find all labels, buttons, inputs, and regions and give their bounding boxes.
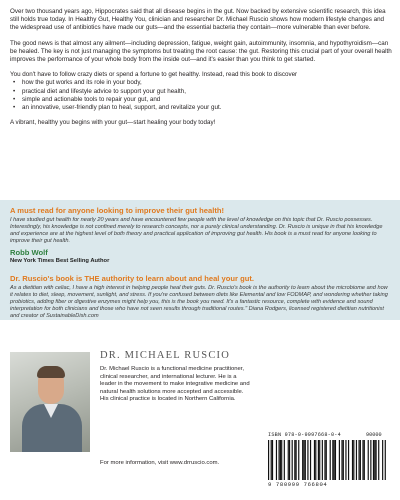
back-cover-description <box>10 8 392 134</box>
benefit-item: • how the gut works and its role in your body, <box>10 79 392 87</box>
endorser-affiliation: New York Times Best Selling Author <box>10 258 110 264</box>
endorsements-panel <box>0 200 400 320</box>
author-name-heading: DR. MICHAEL RUSCIO <box>100 350 231 361</box>
barcode-digits: 9 780999 766804 <box>268 481 328 488</box>
endorsement-headline: A must read for anyone looking to improve their gut health! <box>10 206 225 215</box>
author-section <box>0 320 400 500</box>
intro-paragraph-2: The good news is that almost any ailment—including depression, fatigue, weight gain, autoimmunity, insomnia, and hypothyroidism—can be healed. The key is not just managing the symptoms but treating the root cause: the gut. Restoring this crucial part of your overall health improves the performance of your whole body from the inside out—and it's easier than you think to get started. <box>10 39 392 64</box>
benefit-list <box>10 79 392 112</box>
endorsement-headline: Dr. Ruscio's book is THE authority to learn about and heal your gut. <box>10 274 254 283</box>
author-bio: Dr. Michael Ruscio is a functional medicine practitioner, clinical researcher, and international lecturer. He is a leader in the movement to make integrative medicine and natural health solutions more accepted and accessible. His clinical practice is located in Northern California. <box>100 366 250 403</box>
benefit-item: • practical diet and lifestyle advice to support your gut health, <box>10 88 392 96</box>
endorser-name: Robb Wolf <box>10 248 48 257</box>
isbn-barcode-block <box>268 432 386 490</box>
endorsement-quote: I have studied gut health for nearly 20 years and have encountered few people with the level of knowledge on this topic that Dr. Ruscio possesses. Interestingly, his knowledge is not confined merely to research concepts, nor a purely clinical understanding. Dr. Ruscio is unique in that his knowledge and experience are at the highest level of both theory and practical application of improving gut health. His book is a must read for anyone looking to improve their gut health. <box>10 217 383 244</box>
author-photo <box>10 352 90 452</box>
intro-paragraph-4: A vibrant, healthy you begins with your gut—start healing your body today! <box>10 119 216 127</box>
intro-paragraph-1: Over two thousand years ago, Hippocrates said that all disease begins in the gut. Now backed by extensive scientific research, this idea still holds true today. In Healthy Gut, Healthy You, clinician and researcher Dr. Michael Ruscio shows how modern lifestyle changes and the widespread use of antibiotics have made our guts—and the essential bacteria they contain—more vulnerable than ever before. <box>10 8 386 32</box>
barcode-image <box>268 440 386 480</box>
benefit-item: • simple and actionable tools to repair your gut, and <box>10 96 392 104</box>
endorsement-quote: As a dietitian with celiac, I have a high interest in helping people heal their guts. Dr. Ruscio's book is the authority to learn about the microbiome and how it relates to diet, sleep, movement, sunlight, and stress. If you're confused between diets like Elemental and low FODMAP, and wondering whether taking probiotics, adding fiber or digestive enzymes might help you, this is the book you need. It's a fantastic resource, complete with evidence and sound interpretation for both clinicians and those who have not seen results through traditional routes." Diana Rodgers, licensed registered dietitian nutritionist and creator of SustainableDish.com <box>10 285 388 319</box>
benefit-item: • an innovative, user-friendly plan to heal, support, and revitalize your gut. <box>10 104 392 112</box>
author-website-line: For more information, visit www.drruscio.com. <box>100 460 220 466</box>
price-code: 90000 <box>366 432 382 438</box>
intro-paragraph-3: You don't have to follow crazy diets or spend a fortune to get healthy. Instead, read this book to discover <box>10 71 298 79</box>
isbn-label: ISBN 978-0-9997668-0-4 <box>268 432 341 438</box>
endorsement-robb-wolf <box>10 206 390 265</box>
